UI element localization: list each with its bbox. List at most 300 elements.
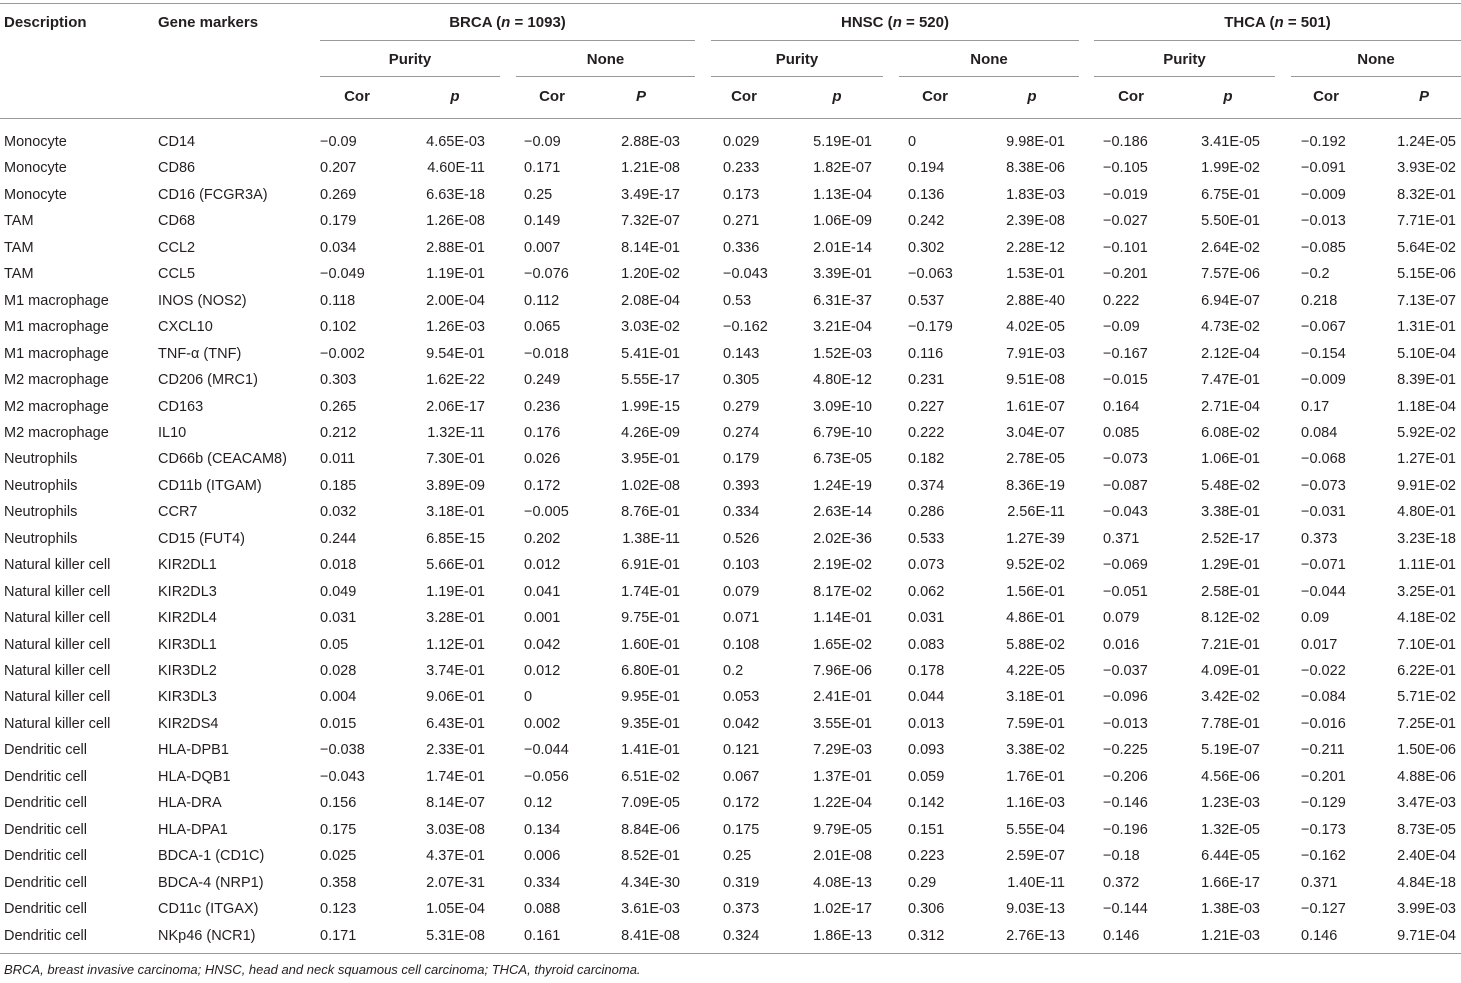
p-cell: 3.41E-05 xyxy=(1201,134,1260,150)
p-cell: 4.73E-02 xyxy=(1201,319,1260,336)
p-cell: 7.29E-03 xyxy=(813,742,872,759)
cor-cell: −0.063 xyxy=(908,266,953,283)
cor-cell: −0.056 xyxy=(524,768,569,785)
p-cell: 1.02E-08 xyxy=(621,477,680,494)
p-cell: 3.38E-02 xyxy=(1006,742,1065,759)
cor-cell: −0.013 xyxy=(1103,715,1148,732)
p-cell: 1.27E-01 xyxy=(1397,451,1456,468)
cor-cell: −0.037 xyxy=(1103,663,1148,679)
sub-rule-brca-purity xyxy=(320,76,500,77)
cor-cell: 0.031 xyxy=(320,610,357,627)
p-cell: 4.80E-01 xyxy=(1397,504,1456,521)
p-cell: 1.11E-01 xyxy=(1398,557,1456,574)
p-cell: 1.21E-08 xyxy=(621,160,680,177)
p-cell: 6.91E-01 xyxy=(621,557,680,574)
cor-cell: 0.053 xyxy=(723,689,760,706)
p-cell: 2.78E-05 xyxy=(1006,451,1065,468)
description-cell: Dendritic cell xyxy=(4,901,87,917)
p-cell: 1.83E-03 xyxy=(1006,186,1065,203)
p-cell: 5.55E-04 xyxy=(1006,821,1065,838)
cor-cell: 0.042 xyxy=(524,636,561,653)
cor-cell: 0.156 xyxy=(320,795,357,812)
cor-cell: 0.233 xyxy=(723,160,760,177)
cor-cell: −0.173 xyxy=(1301,821,1346,838)
p-cell: 2.64E-02 xyxy=(1201,239,1260,256)
cor-cell: 0.223 xyxy=(908,848,945,865)
cor-cell: 0.171 xyxy=(524,160,561,177)
description-cell: Dendritic cell xyxy=(4,848,87,865)
p-cell: 8.14E-07 xyxy=(426,795,485,812)
p-cell: 8.12E-02 xyxy=(1201,610,1260,627)
description-cell: TAM xyxy=(4,266,34,283)
description-cell: M1 macrophage xyxy=(4,319,109,336)
p-cell: 2.88E-03 xyxy=(621,134,680,150)
p-cell: 9.52E-02 xyxy=(1006,557,1065,574)
description-cell: Natural killer cell xyxy=(4,583,111,600)
cor-cell: 0.303 xyxy=(320,372,357,388)
cor-cell: 0.537 xyxy=(908,292,945,309)
gene-marker-cell: KIR2DL1 xyxy=(158,557,217,574)
p-cell: 5.10E-04 xyxy=(1397,345,1456,362)
header-stat-cor: Cor xyxy=(1313,88,1339,105)
p-cell: 4.65E-03 xyxy=(426,134,485,150)
p-cell: 2.33E-01 xyxy=(426,742,485,759)
cor-cell: 0.29 xyxy=(908,874,937,891)
p-cell: 3.99E-03 xyxy=(1397,901,1456,917)
group-name: THCA xyxy=(1224,14,1266,31)
p-cell: 1.31E-01 xyxy=(1397,319,1456,336)
p-cell: 1.13E-04 xyxy=(813,186,872,203)
cor-cell: −0.019 xyxy=(1103,186,1148,203)
description-cell: Dendritic cell xyxy=(4,927,87,944)
p-cell: 1.26E-08 xyxy=(426,213,485,230)
cor-cell: −0.084 xyxy=(1301,689,1346,706)
cor-cell: −0.018 xyxy=(524,345,569,362)
p-cell: 6.94E-07 xyxy=(1201,292,1260,309)
cor-cell: −0.154 xyxy=(1301,345,1346,362)
p-cell: 3.21E-04 xyxy=(813,319,872,336)
cor-cell: −0.009 xyxy=(1301,372,1346,388)
cor-cell: −0.085 xyxy=(1301,239,1346,256)
p-cell: 1.40E-11 xyxy=(1007,874,1065,891)
header-group-hnsc: HNSC (n = 520) xyxy=(841,14,949,31)
cor-cell: 0.305 xyxy=(723,372,760,388)
header-sub-hnsc-none: None xyxy=(970,51,1008,68)
p-cell: 8.36E-19 xyxy=(1006,477,1065,494)
cor-cell: 0.242 xyxy=(908,213,945,230)
p-cell: 3.04E-07 xyxy=(1006,424,1065,441)
p-cell: 9.79E-05 xyxy=(813,821,872,838)
top-rule xyxy=(0,3,1461,4)
cor-cell: 0.079 xyxy=(723,583,760,600)
p-cell: 1.20E-02 xyxy=(621,266,680,283)
header-sub-thca-purity: Purity xyxy=(1163,51,1206,68)
p-cell: 1.99E-02 xyxy=(1201,160,1260,177)
gene-marker-cell: KIR3DL1 xyxy=(158,636,217,653)
p-cell: 7.13E-07 xyxy=(1397,292,1456,309)
cor-cell: 0.108 xyxy=(723,636,760,653)
cor-cell: 0.334 xyxy=(524,874,561,891)
cor-cell: 0.171 xyxy=(320,927,357,944)
p-cell: 4.18E-02 xyxy=(1397,610,1456,627)
group-n-label: n xyxy=(501,14,511,31)
p-cell: 8.39E-01 xyxy=(1397,372,1456,388)
p-cell: 4.26E-09 xyxy=(621,424,680,441)
header-stat-cor: Cor xyxy=(731,88,757,105)
p-cell: 4.60E-11 xyxy=(427,160,485,177)
p-cell: 7.30E-01 xyxy=(426,451,485,468)
cor-cell: 0.172 xyxy=(524,477,561,494)
cor-cell: 0.149 xyxy=(524,213,561,230)
p-cell: 6.08E-02 xyxy=(1201,424,1260,441)
cor-cell: 0.026 xyxy=(524,451,561,468)
p-cell: 7.96E-06 xyxy=(813,663,872,679)
p-cell: 3.61E-03 xyxy=(621,901,680,917)
p-cell: 7.47E-01 xyxy=(1201,372,1260,388)
cor-cell: 0.044 xyxy=(908,689,945,706)
cor-cell: −0.043 xyxy=(723,266,768,283)
cor-cell: 0.336 xyxy=(723,239,760,256)
cor-cell: 0.134 xyxy=(524,821,561,838)
header-sub-hnsc-purity: Purity xyxy=(775,51,819,68)
cor-cell: 0.013 xyxy=(908,715,945,732)
cor-cell: 0.006 xyxy=(524,848,561,865)
group-n-label: n xyxy=(892,14,902,31)
cor-cell: 0.062 xyxy=(908,583,945,600)
gene-marker-cell: HLA-DPA1 xyxy=(158,821,228,838)
cor-cell: 0.175 xyxy=(723,821,760,838)
p-cell: 6.44E-05 xyxy=(1201,848,1260,865)
cor-cell: 0.249 xyxy=(524,372,561,388)
header-stat-cor: Cor xyxy=(922,88,948,105)
p-cell: 5.50E-01 xyxy=(1201,213,1260,230)
p-cell: 9.03E-13 xyxy=(1006,901,1065,917)
description-cell: M1 macrophage xyxy=(4,292,109,309)
p-cell: 5.19E-07 xyxy=(1201,742,1260,759)
p-cell: 2.39E-08 xyxy=(1006,213,1065,230)
p-cell: 8.32E-01 xyxy=(1397,186,1456,203)
cor-cell: 0.236 xyxy=(524,398,561,415)
p-cell: 3.18E-01 xyxy=(426,504,485,521)
cor-cell: 0.011 xyxy=(320,451,356,468)
cor-cell: 0.374 xyxy=(908,477,945,494)
cor-cell: 0.172 xyxy=(723,795,760,812)
p-cell: 5.15E-06 xyxy=(1397,266,1456,283)
p-cell: 6.80E-01 xyxy=(621,663,680,679)
p-cell: 1.14E-01 xyxy=(813,610,872,627)
cor-cell: −0.009 xyxy=(1301,186,1346,203)
p-cell: 6.31E-37 xyxy=(813,292,872,309)
header-stat-cor: Cor xyxy=(1118,88,1144,105)
sub-rule-hnsc-purity xyxy=(711,76,883,77)
gene-marker-cell: CD66b (CEACAM8) xyxy=(158,451,287,468)
p-cell: 1.16E-03 xyxy=(1006,795,1065,812)
p-cell: 1.24E-19 xyxy=(813,477,872,494)
cor-cell: −0.206 xyxy=(1103,768,1148,785)
p-cell: 8.73E-05 xyxy=(1397,821,1456,838)
p-cell: 3.03E-08 xyxy=(426,821,485,838)
description-cell: TAM xyxy=(4,213,34,230)
p-cell: 3.23E-18 xyxy=(1397,530,1456,547)
p-cell: 1.37E-01 xyxy=(813,768,872,785)
cor-cell: 0.001 xyxy=(524,610,561,627)
cor-cell: −0.049 xyxy=(320,266,365,283)
p-cell: 9.95E-01 xyxy=(621,689,680,706)
p-cell: 8.52E-01 xyxy=(621,848,680,865)
p-cell: 9.98E-01 xyxy=(1006,134,1065,150)
p-cell: 3.74E-01 xyxy=(426,663,485,679)
gene-marker-cell: TNF-α (TNF) xyxy=(158,345,242,362)
header-stat-p: P xyxy=(635,88,646,105)
cor-cell: −0.013 xyxy=(1301,213,1346,230)
cor-cell: −0.015 xyxy=(1103,372,1148,388)
header-stat-p: p xyxy=(450,88,460,105)
header-stat-p: p xyxy=(1223,88,1233,105)
p-cell: 7.10E-01 xyxy=(1397,636,1456,653)
p-cell: 9.06E-01 xyxy=(426,689,485,706)
cor-cell: 0.176 xyxy=(524,424,561,441)
gene-marker-cell: HLA-DRA xyxy=(158,795,222,812)
sub-rule-brca-none xyxy=(516,76,695,77)
cor-cell: −0.162 xyxy=(1301,848,1346,865)
header-stat-cor: Cor xyxy=(539,88,565,105)
description-cell: Dendritic cell xyxy=(4,821,87,838)
header-gene-markers: Gene markers xyxy=(158,14,259,31)
gene-marker-cell: CD14 xyxy=(158,134,196,150)
cor-cell: 0.179 xyxy=(320,213,357,230)
cor-cell: 0.103 xyxy=(723,557,760,574)
p-cell: 5.19E-01 xyxy=(813,134,872,150)
cor-cell: 0.371 xyxy=(1301,874,1338,891)
cor-cell: −0.073 xyxy=(1301,477,1346,494)
gene-marker-cell: CD206 (MRC1) xyxy=(158,372,258,388)
gene-marker-cell: BDCA-1 (CD1C) xyxy=(158,848,265,865)
cor-cell: 0.018 xyxy=(320,557,357,574)
cor-cell: 0.25 xyxy=(723,848,752,865)
cor-cell: 0.231 xyxy=(908,372,945,388)
group-n-label: n xyxy=(1274,14,1284,31)
p-cell: 8.41E-08 xyxy=(621,927,680,944)
p-cell: 1.19E-01 xyxy=(426,583,485,600)
cor-cell: −0.2 xyxy=(1301,266,1330,283)
cor-cell: −0.087 xyxy=(1103,477,1148,494)
p-cell: 1.22E-04 xyxy=(813,795,872,812)
cor-cell: 0.178 xyxy=(908,663,945,679)
cor-cell: 0.042 xyxy=(723,715,760,732)
cor-cell: 0.212 xyxy=(320,424,357,441)
p-cell: 3.47E-03 xyxy=(1397,795,1456,812)
cor-cell: −0.044 xyxy=(524,742,569,759)
sub-rule-thca-none xyxy=(1291,76,1461,77)
p-cell: 1.38E-11 xyxy=(622,530,680,547)
p-cell: 5.71E-02 xyxy=(1397,689,1456,706)
gene-marker-cell: HLA-DPB1 xyxy=(158,742,229,759)
cor-cell: 0.207 xyxy=(320,160,357,177)
cor-cell: 0.312 xyxy=(908,927,945,944)
p-cell: 4.09E-01 xyxy=(1201,663,1260,679)
cor-cell: 0.286 xyxy=(908,504,945,521)
gene-marker-cell: CD68 xyxy=(158,213,196,230)
cor-cell: −0.068 xyxy=(1301,451,1346,468)
p-cell: 7.71E-01 xyxy=(1397,213,1456,230)
cor-cell: −0.005 xyxy=(524,504,569,521)
group-n-value: = 520 xyxy=(906,14,944,31)
p-cell: 2.01E-08 xyxy=(813,848,872,865)
header-group-brca: BRCA (n = 1093) xyxy=(449,14,566,31)
cor-cell: 0.222 xyxy=(908,424,945,441)
cor-cell: −0.129 xyxy=(1301,795,1346,812)
p-cell: 1.65E-02 xyxy=(813,636,872,653)
p-cell: 7.21E-01 xyxy=(1201,636,1260,653)
description-cell: Natural killer cell xyxy=(4,636,111,653)
cor-cell: 0.025 xyxy=(320,848,357,865)
p-cell: 1.86E-13 xyxy=(813,927,872,944)
description-cell: Natural killer cell xyxy=(4,557,111,574)
gene-marker-cell: CCL5 xyxy=(158,266,196,283)
cor-cell: −0.091 xyxy=(1301,160,1346,177)
cor-cell: 0.079 xyxy=(1103,610,1140,627)
cor-cell: 0.218 xyxy=(1301,292,1338,309)
cor-cell: 0.373 xyxy=(723,901,760,917)
p-cell: 2.02E-36 xyxy=(813,530,872,547)
cor-cell: −0.016 xyxy=(1301,715,1346,732)
cor-cell: −0.162 xyxy=(723,319,768,336)
cor-cell: 0.319 xyxy=(723,874,760,891)
description-cell: M2 macrophage xyxy=(4,372,109,388)
group-rule-brca xyxy=(320,40,695,41)
cor-cell: −0.09 xyxy=(1103,319,1140,336)
cor-cell: −0.201 xyxy=(1301,768,1346,785)
p-cell: 4.34E-30 xyxy=(621,874,680,891)
p-cell: 2.71E-04 xyxy=(1201,398,1260,415)
description-cell: Monocyte xyxy=(4,186,67,203)
cor-cell: 0.05 xyxy=(320,636,349,653)
p-cell: 9.75E-01 xyxy=(621,610,680,627)
cor-cell: 0.182 xyxy=(908,451,945,468)
cor-cell: 0.306 xyxy=(908,901,945,917)
cor-cell: −0.127 xyxy=(1301,901,1346,917)
gene-marker-cell: CD11c (ITGAX) xyxy=(158,901,259,917)
p-cell: 1.23E-03 xyxy=(1201,795,1260,812)
cor-cell: 0.373 xyxy=(1301,530,1338,547)
cor-cell: 0.222 xyxy=(1103,292,1140,309)
p-cell: 3.03E-02 xyxy=(621,319,680,336)
p-cell: 5.41E-01 xyxy=(621,345,680,362)
description-cell: M2 macrophage xyxy=(4,398,109,415)
cor-cell: 0.085 xyxy=(1103,424,1140,441)
description-cell: Dendritic cell xyxy=(4,874,87,891)
gene-marker-cell: CCR7 xyxy=(158,504,198,521)
cor-cell: −0.067 xyxy=(1301,319,1346,336)
cor-cell: −0.002 xyxy=(320,345,365,362)
cor-cell: 0.002 xyxy=(524,715,561,732)
p-cell: 9.91E-02 xyxy=(1397,477,1456,494)
cor-cell: 0.302 xyxy=(908,239,945,256)
cor-cell: 0.123 xyxy=(320,901,357,917)
p-cell: 1.29E-01 xyxy=(1201,557,1260,574)
sub-rule-thca-purity xyxy=(1094,76,1275,77)
p-cell: 4.56E-06 xyxy=(1201,768,1260,785)
cor-cell: −0.076 xyxy=(524,266,569,283)
gene-marker-cell: KIR2DL4 xyxy=(158,610,217,627)
p-cell: 7.91E-03 xyxy=(1006,345,1065,362)
header-sub-brca-none: None xyxy=(586,51,625,68)
p-cell: 3.93E-02 xyxy=(1397,160,1456,177)
p-cell: 1.27E-39 xyxy=(1006,530,1065,547)
cor-cell: 0.034 xyxy=(320,239,357,256)
gene-marker-cell: CXCL10 xyxy=(158,319,213,336)
p-cell: 6.43E-01 xyxy=(426,715,485,732)
gene-marker-cell: CD15 (FUT4) xyxy=(158,530,246,547)
cor-cell: −0.043 xyxy=(1103,504,1148,521)
p-cell: 1.99E-15 xyxy=(621,398,680,415)
header-description: Description xyxy=(4,14,87,31)
cor-cell: 0.17 xyxy=(1301,398,1330,415)
cor-cell: 0.073 xyxy=(908,557,945,574)
p-cell: 1.82E-07 xyxy=(813,160,872,177)
cor-cell: 0.116 xyxy=(908,345,944,362)
p-cell: 7.78E-01 xyxy=(1201,715,1260,732)
group-name: HNSC xyxy=(841,14,884,31)
p-cell: 2.56E-11 xyxy=(1007,504,1065,521)
p-cell: 2.40E-04 xyxy=(1397,848,1456,865)
description-cell: Dendritic cell xyxy=(4,768,87,785)
description-cell: Dendritic cell xyxy=(4,742,87,759)
cor-cell: 0.185 xyxy=(320,477,357,494)
p-cell: 4.88E-06 xyxy=(1397,768,1456,785)
cor-cell: 0.09 xyxy=(1301,610,1330,627)
cor-cell: 0.146 xyxy=(1103,927,1140,944)
p-cell: 1.76E-01 xyxy=(1006,768,1065,785)
p-cell: 5.66E-01 xyxy=(426,557,485,574)
p-cell: 1.02E-17 xyxy=(813,901,872,917)
p-cell: 1.06E-01 xyxy=(1201,451,1260,468)
cor-cell: 0.142 xyxy=(908,795,945,812)
p-cell: 5.31E-08 xyxy=(426,927,485,944)
gene-marker-cell: CCL2 xyxy=(158,239,196,256)
p-cell: 1.24E-05 xyxy=(1397,134,1456,150)
cor-cell: −0.196 xyxy=(1103,821,1148,838)
header-sub-brca-purity: Purity xyxy=(388,51,432,68)
p-cell: 4.80E-12 xyxy=(813,372,872,388)
p-cell: 1.26E-03 xyxy=(426,319,485,336)
p-cell: 5.55E-17 xyxy=(621,372,680,388)
cor-cell: 0.029 xyxy=(723,134,760,150)
p-cell: 2.08E-04 xyxy=(621,292,680,309)
cor-cell: −0.167 xyxy=(1103,345,1148,362)
p-cell: 2.58E-01 xyxy=(1201,583,1260,600)
p-cell: 2.07E-31 xyxy=(426,874,485,891)
cor-cell: 0.049 xyxy=(320,583,357,600)
cor-cell: 0.017 xyxy=(1301,636,1338,653)
cor-cell: −0.09 xyxy=(320,134,357,150)
cor-cell: −0.073 xyxy=(1103,451,1148,468)
p-cell: 8.14E-01 xyxy=(621,239,680,256)
cor-cell: −0.201 xyxy=(1103,266,1148,283)
cor-cell: −0.179 xyxy=(908,319,953,336)
cor-cell: 0.012 xyxy=(524,557,561,574)
p-cell: 6.79E-10 xyxy=(813,424,872,441)
cor-cell: 0.393 xyxy=(723,477,760,494)
p-cell: 1.66E-17 xyxy=(1201,874,1260,891)
description-cell: M1 macrophage xyxy=(4,345,109,362)
p-cell: 8.17E-02 xyxy=(813,583,872,600)
p-cell: 4.37E-01 xyxy=(426,848,485,865)
p-cell: 4.02E-05 xyxy=(1006,319,1065,336)
description-cell: TAM xyxy=(4,239,34,256)
header-stat-p: P xyxy=(1418,88,1429,105)
gene-marker-cell: BDCA-4 (NRP1) xyxy=(158,874,264,891)
